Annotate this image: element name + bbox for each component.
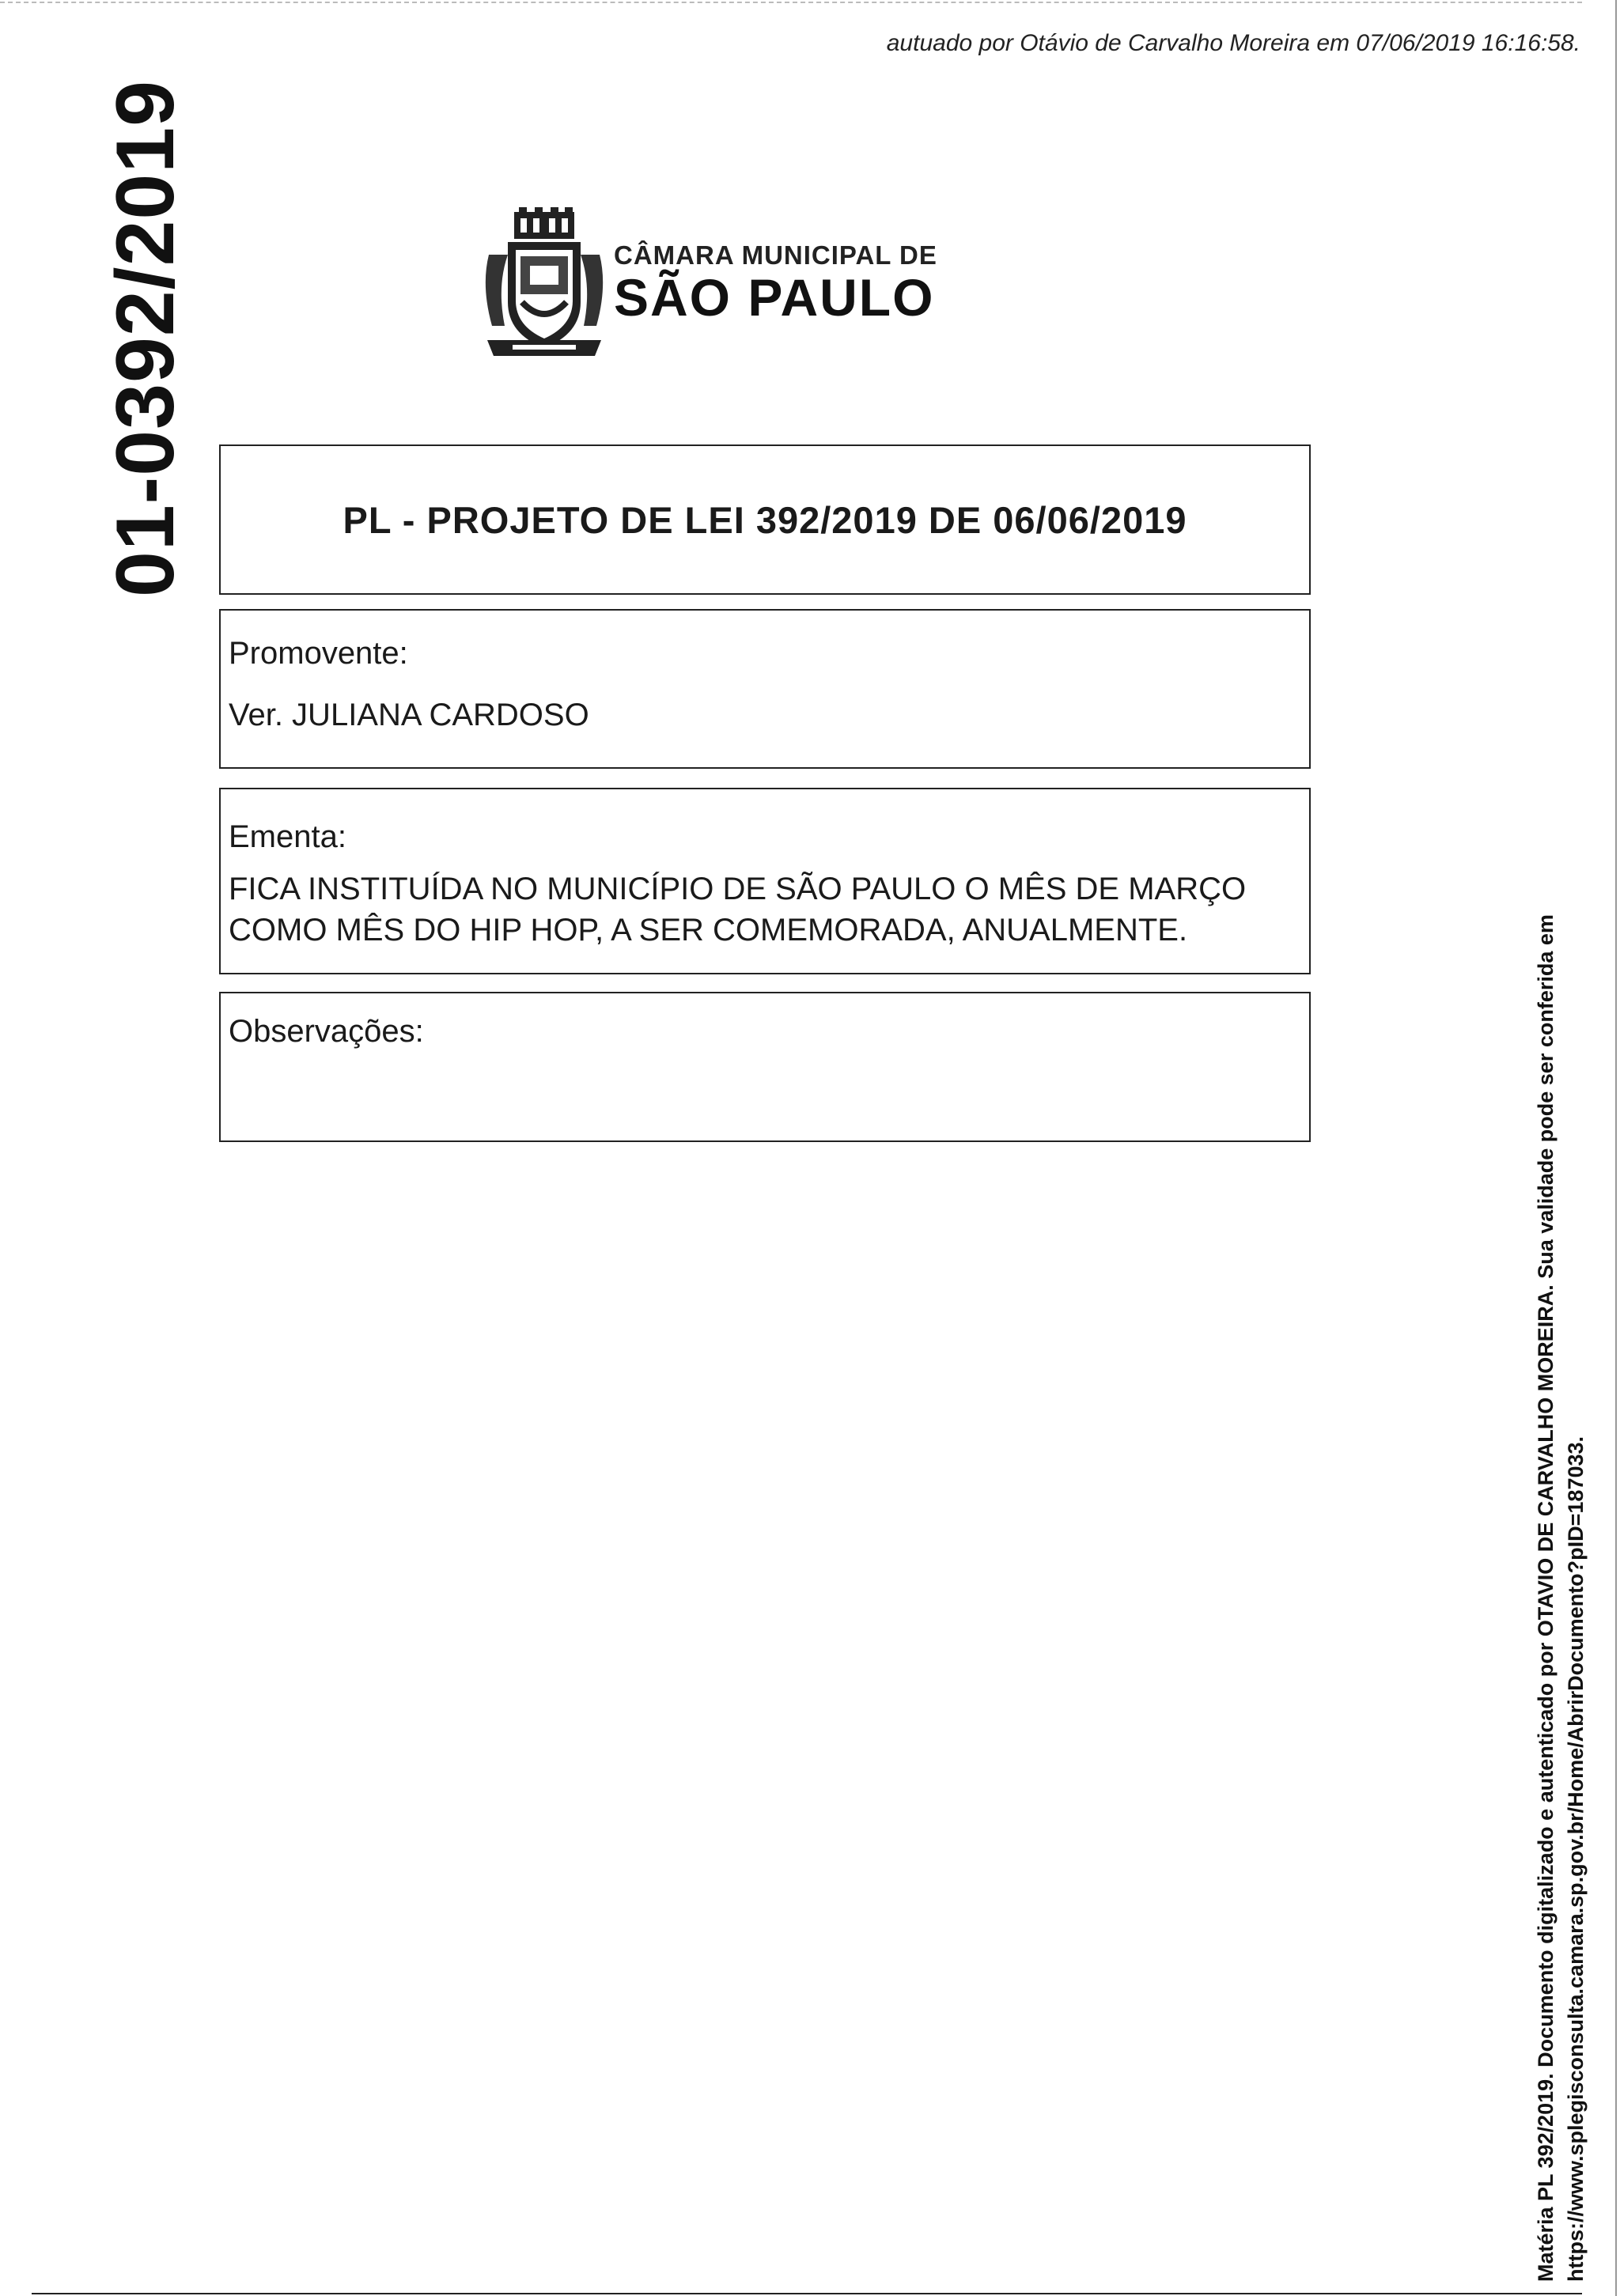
ementa-line2: COMO MÊS DO HIP HOP, A SER COMEMORADA, ANUALMENTE. [229, 913, 1188, 948]
ementa-line1: FICA INSTITUÍDA NO MUNICÍPIO DE SÃO PAULO O MÊS DE MARÇO [229, 872, 1247, 906]
promovente-value: Ver. JULIANA CARDOSO [229, 698, 589, 732]
ementa-box [219, 788, 1311, 974]
top-border-line [0, 2, 1582, 3]
promovente-label: Promovente: [229, 636, 408, 671]
document-title: PL - PROJETO DE LEI 392/2019 DE 06/06/2019 [343, 498, 1187, 541]
camara-logo [481, 207, 937, 357]
logo-line1: CÂMARA MUNICIPAL DE [614, 240, 937, 270]
authentication-line1: Matéria PL 392/2019. Documento digitalizado e autenticado por OTAVIO DE CARVALHO MOREIRA. Sua validade pode ser conferida em [1534, 914, 1558, 2282]
ementa-label: Ementa: [229, 819, 346, 854]
observacoes-label: Observações: [229, 1014, 424, 1049]
title-box [219, 444, 1311, 595]
promovente-box [219, 609, 1311, 769]
ementa-text [229, 868, 1246, 951]
autuado-stamp: autuado por Otávio de Carvalho Moreira em 07/06/2019 16:16:58. [886, 30, 1580, 56]
bottom-border-line [32, 2293, 1582, 2294]
process-number: 01-0392/2019 [100, 80, 191, 597]
coat-of-arms-icon [481, 207, 608, 357]
right-border-line [1615, 0, 1617, 2296]
authentication-note [1531, 914, 1591, 2282]
logo-line2: SÃO PAULO [614, 267, 935, 327]
authentication-line2: https://www.splegisconsulta.camara.sp.gov.br/Home/AbrirDocumento?pID=187033. [1564, 1435, 1588, 2282]
observacoes-box [219, 992, 1311, 1142]
